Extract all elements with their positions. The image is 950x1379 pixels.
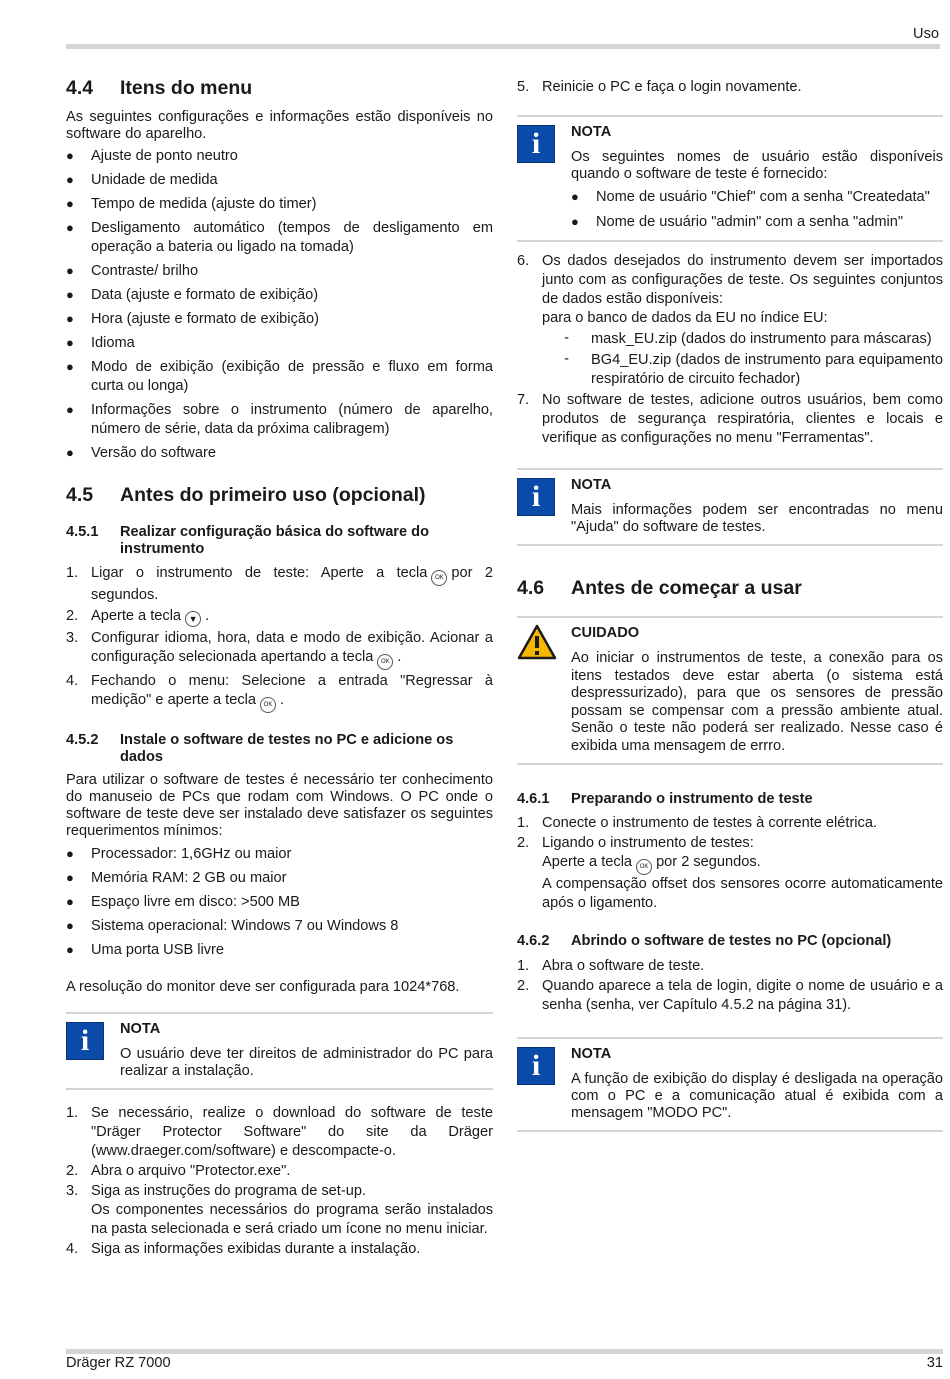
- paragraph: Para utilizar o software de testes é necessário ter conhecimento do manuseio de PCs que rodam com Windows. O PC onde o software de teste deve ser instalado deve satisfazer os seguintes requerimentos mínimos:: [66, 772, 493, 839]
- info-icon: i: [517, 478, 555, 516]
- note-title: NOTA: [571, 124, 612, 140]
- prepare-steps: [517, 814, 943, 913]
- list-item: ● Processador: 1,6GHz ou maior: [66, 846, 292, 862]
- note-box: [66, 1012, 493, 1090]
- bullet-icon: ●: [66, 263, 74, 278]
- bullet-icon: ●: [66, 148, 74, 163]
- note-text: O usuário deve ter direitos de administrador do PC para realizar a instalação.: [120, 1046, 493, 1079]
- list-item: 4. Fechando o menu: Selecione a entrada "Regressar à medição" e aperte a tecla OK .: [66, 672, 493, 713]
- list-item: - BG4_EU.zip (dados de instrumento para equipamento respiratório de circuito fechador): [564, 351, 943, 387]
- open-software-steps: [517, 957, 943, 1015]
- list-item: ● Unidade de medida: [66, 172, 218, 188]
- list-item: ● Nome de usuário "admin" com a senha "admin": [571, 214, 904, 230]
- bullet-icon: ●: [66, 846, 74, 861]
- left-column: [66, 76, 493, 1259]
- subsection-heading: 4.6.2 Abrindo o software de testes no PC (opcional): [517, 933, 892, 949]
- list-item: 2. Aperte a tecla ▼ .: [66, 607, 493, 627]
- list-item: 7. No software de testes, adicione outros usuários, bem como produtos de segurança respiratória, clientes e locais e verifique as configurações no menu "Ferramentas".: [517, 392, 943, 446]
- ok-key-icon: OK: [377, 654, 393, 670]
- list-item: 1. Abra o software de teste.: [517, 958, 705, 974]
- bullet-icon: ●: [66, 287, 74, 302]
- ok-key-icon: OK: [431, 570, 447, 586]
- section-heading: 4.5 Antes do primeiro uso (opcional): [66, 484, 426, 506]
- bullet-icon: ●: [66, 311, 74, 326]
- requirements-list: [66, 845, 493, 960]
- list-item: ● Sistema operacional: Windows 7 ou Windows 8: [66, 918, 399, 934]
- list-item: ● Tempo de medida (ajuste do timer): [66, 196, 317, 212]
- list-item: 6. Os dados desejados do instrumento devem ser importados junto com as configurações de teste. Os seguintes conjuntos de dados estão disponíveis: para o banco de dados da EU no índice EU: - mask_EU.zip (dados do instrumento para máscaras) - BG4_EU.zip (dados de instrumento para equipamento respiratório de circuito fechador): [517, 253, 943, 387]
- bullet-icon: ●: [571, 189, 579, 204]
- section-heading: 4.4 Itens do menu: [66, 77, 253, 99]
- bullet-icon: ●: [66, 942, 74, 957]
- list-item: 2. Abra o arquivo "Protector.exe".: [66, 1163, 291, 1179]
- subsection-heading: 4.6.1 Preparando o instrumento de teste: [517, 791, 813, 807]
- note-box: [517, 468, 943, 546]
- install-steps: [66, 1104, 493, 1259]
- paragraph: As seguintes configurações e informações estão disponíveis no software do aparelho.: [66, 109, 493, 142]
- setup-steps: [66, 564, 493, 713]
- note-box: [517, 1037, 943, 1132]
- bullet-icon: ●: [66, 870, 74, 885]
- caution-title: CUIDADO: [571, 625, 640, 641]
- info-icon: i: [517, 125, 555, 163]
- list-item: ● Data (ajuste e formato de exibição): [66, 287, 319, 303]
- bullet-icon: ●: [66, 445, 74, 460]
- list-item: ● Espaço livre em disco: >500 MB: [66, 894, 300, 910]
- note-text: Mais informações podem ser encontradas no menu "Ajuda" do software de testes.: [571, 502, 943, 535]
- note-title: NOTA: [571, 1046, 612, 1062]
- bullet-icon: ●: [66, 918, 74, 933]
- bullet-icon: ●: [66, 196, 74, 211]
- down-key-icon: ▼: [185, 611, 201, 627]
- list-item: 1. Conecte o instrumento de testes à corrente elétrica.: [517, 815, 878, 831]
- right-column: [517, 78, 943, 1132]
- list-item: 3. Configurar idioma, hora, data e modo de exibição. Acionar a configuração selecionada apertando a tecla OK .: [66, 629, 493, 670]
- subsection-heading: 4.5.2 Instale o software de testes no PC e adicione os dados: [66, 732, 454, 765]
- header-rule: [66, 44, 940, 49]
- bullet-icon: ●: [66, 894, 74, 909]
- info-icon: i: [517, 1047, 555, 1085]
- list-item: ● Uma porta USB livre: [66, 942, 225, 958]
- list-item: ● Contraste/ brilho: [66, 263, 199, 279]
- bullet-icon: ●: [66, 402, 74, 417]
- list-item: 2. Quando aparece a tela de login, digite o nome de usuário e a senha (senha, ver Capítulo 4.5.2 na página 31).: [517, 978, 943, 1013]
- info-icon: i: [66, 1022, 104, 1060]
- list-item: ● Hora (ajuste e formato de exibição): [66, 311, 319, 327]
- list-item: 2. Ligando o instrumento de testes: Aperte a tecla OK por 2 segundos. A compensação offset dos sensores ocorre automaticamente após o ligamento.: [517, 835, 943, 911]
- bullet-icon: ●: [571, 214, 579, 229]
- caution-text: Ao iniciar o instrumentos de teste, a conexão para os itens testados deve estar aberta (o sistema está despressurizado), para que os sensores de pressão possam se compensar com a pressão ambiente atual. Senão o teste não poderá ser realizado. Nesse caso é exibida uma mensagem de errro.: [571, 650, 943, 754]
- list-item: ● Modo de exibição (exibição de pressão e fluxo em forma curta ou longa): [66, 359, 493, 394]
- list-item: 1. Se necessário, realize o download do software de teste "Dräger Protector Software" do site da Dräger (www.draeger.com/software) e descompacte-o.: [66, 1105, 493, 1159]
- list-item: ● Desligamento automático (tempos de desligamento em operação a bateria ou ligado na tomada): [66, 220, 493, 255]
- bullet-icon: ●: [66, 172, 74, 187]
- note-title: NOTA: [120, 1021, 161, 1037]
- paragraph: A resolução do monitor deve ser configurada para 1024*768.: [66, 979, 460, 995]
- list-item: ● Versão do software: [66, 445, 216, 461]
- ok-key-icon: OK: [636, 859, 652, 875]
- menu-items-list: [66, 147, 493, 463]
- list-item: 5. Reinicie o PC e faça o login novamente.: [517, 79, 802, 95]
- ok-key-icon: OK: [260, 697, 276, 713]
- list-item: 4. Siga as informações exibidas durante a instalação.: [66, 1241, 421, 1257]
- page-footer: [66, 1354, 943, 1372]
- subsection-heading: 4.5.1 Realizar configuração básica do software do instrumento: [66, 524, 429, 557]
- list-item: 1. Ligar o instrumento de teste: Aperte a tecla OK por 2 segundos.: [66, 565, 493, 603]
- caution-box: [517, 616, 943, 765]
- section-heading: 4.6 Antes de começar a usar: [517, 577, 802, 599]
- list-item: ● Idioma: [66, 335, 135, 351]
- page-header: Uso: [913, 26, 939, 42]
- list-item: - mask_EU.zip (dados do instrumento para máscaras): [564, 330, 932, 347]
- bullet-icon: ●: [66, 335, 74, 350]
- note-box: [517, 115, 943, 242]
- note-text: Os seguintes nomes de usuário estão disponíveis quando o software de teste é fornecido:: [571, 149, 943, 182]
- list-item: ● Memória RAM: 2 GB ou maior: [66, 870, 287, 886]
- bullet-icon: ●: [66, 220, 74, 235]
- note-text: A função de exibição do display é desligada na operação com o PC e a comunicação atual é exibida com a mensagem "MODO PC".: [571, 1071, 943, 1121]
- list-item: 3. Siga as instruções do programa de set-up. Os componentes necessários do programa serão instalados na pasta selecionada e será criado um ícone no menu iniciar.: [66, 1183, 493, 1237]
- list-item: ● Nome de usuário "Chief" com a senha "Createdata": [571, 189, 930, 205]
- bullet-icon: ●: [66, 359, 74, 374]
- note-title: NOTA: [571, 477, 612, 493]
- warning-triangle-icon: [517, 624, 557, 660]
- page-number: 31: [926, 1355, 943, 1371]
- footer-product: Dräger RZ 7000: [66, 1355, 171, 1371]
- list-item: ● Informações sobre o instrumento (número de aparelho, número de série, data da próxima calibragem): [66, 402, 493, 437]
- list-item: ● Ajuste de ponto neutro: [66, 148, 238, 164]
